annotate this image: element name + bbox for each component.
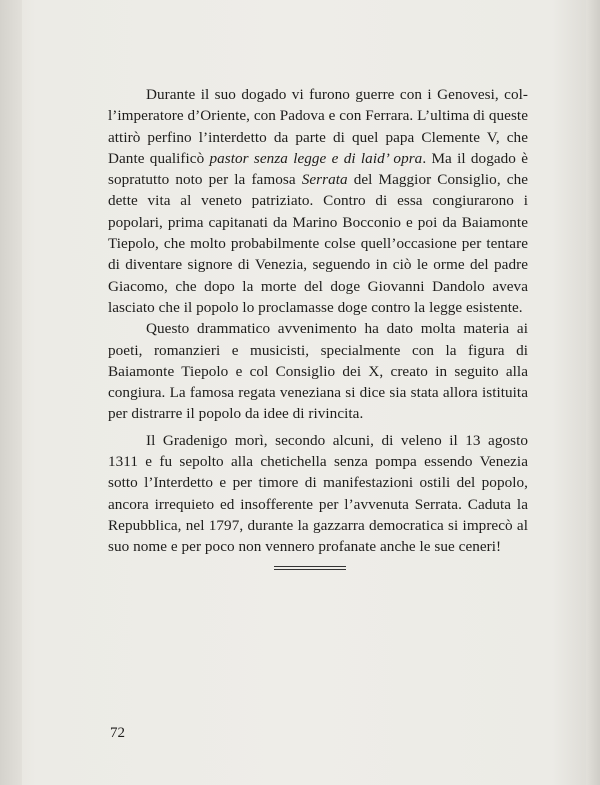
serrata-term: Serrata	[301, 171, 348, 189]
section-divider	[274, 566, 346, 572]
page-edge-shadow	[586, 0, 600, 785]
paragraph-3: Il Gradenigo morì, secondo alcuni, di veleno il 13 agosto 1311 e fu sepolto alla chetichella senza pompa essendo Venezia sotto l’Interdetto e per timore di manifestazioni ostili del popolo, ancora irrequieto ed insofferente per l’avvenuta Serrata. Caduta la Repubblica, nel 1797, durante la gazzarra democratica si imprecò al suo nome e per poco non vennero profanate anche le sue ceneri!	[108, 431, 528, 556]
paragraph-1	[108, 84, 528, 318]
body-text	[108, 84, 528, 558]
page-binding-shadow	[0, 0, 22, 785]
paragraph-1-text-2: . Ma il dogado è sopratutto noto per la famosa	[108, 149, 528, 189]
paragraph-1-text: Durante il suo dogado vi furono guerre con i Genovesi, col-l’imperatore d’Oriente, con Padova e con Ferrara. L’ultima di queste attirò perfino l’interdetto da parte di quel papa Clemente V, che Dante qualificò	[108, 86, 528, 167]
paragraph-1-text-3: del Maggior Consiglio, che dette vita al veneto patriziato. Contro di essa congiurarono i popolari, prima capitanati da Marino Bocconio e poi da Baiamonte Tiepolo, che molto probabilmente colse quell’occasione per tentare di diventare signore di Venezia, seguendo in ciò le orme del padre Giacomo, che dopo la morte del doge Giovanni Dandolo aveva lasciato che il popolo lo proclamasse doge contro la legge esistente.	[108, 171, 529, 316]
dante-quote: pastor senza legge e di laid’ opra	[209, 149, 423, 167]
page-number: 72	[110, 725, 125, 741]
paragraph-2: Questo drammatico avvenimento ha dato molta materia ai poeti, romanzieri e musicisti, specialmente con la figura di Baiamonte Tiepolo e col Consiglio dei X, creato in seguito alla congiura. La famosa regata veneziana si dice sia stata allora istituita per distrarre il popolo da idee di rivincita.	[108, 320, 528, 423]
